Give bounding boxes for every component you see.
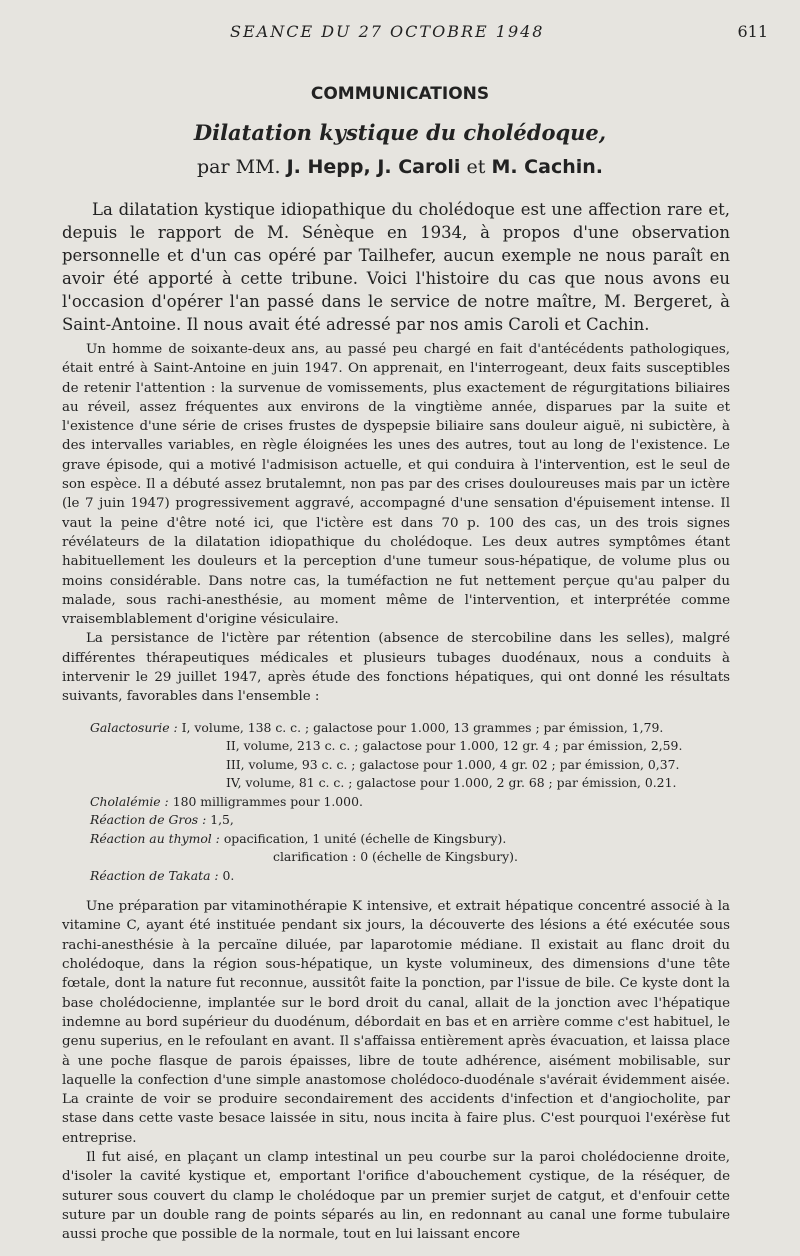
page-number: 611 (737, 22, 768, 41)
galactosurie-row-2: II, volume, 213 c. c. ; galactose pour 1.000, 12 gr. 4 ; par émission, 2,59. (226, 738, 683, 754)
authors-last: M. Cachin. (491, 156, 603, 178)
galactosurie-row-3: III, volume, 93 c. c. ; galactose pour 1.000, 4 gr. 02 ; par émission, 0,37. (226, 756, 680, 772)
authors-conjunction: et (466, 156, 486, 178)
introduction (62, 198, 730, 336)
operation-paragraph-1: Une préparation par vitaminothérapie K intensive, et extrait hépatique concentré associé à la vitamine C, ayant été instituée pendant six jours, la découverte des lésions a été exécutée sous rachi-anesthésie à la percaïne diluée, par laparotomie médiane. Il existait au flanc droit du cholédoque, dans la région sous-hépatique, un kyste volumineux, des dimensions d'une tête fœtale, dont la nature fut reconnue, aussitôt faite la ponction, par l'issue de bile. Ce kyste dont la base cholédocienne, implantée sur le bord droit du canal, allait de la jonction avec l'hépatique indemne au bord supérieur du duodénum, débordait en bas et en arrière comme c'est habituel, le genu superius, en le refoulant en avant. Il s'affaissa entièrement après évacuation, et laissa place à une poche flasque de parois épaisses, libre de toute adhérence, aisément mobilisable, sur laquelle la confection d'une simple anastomose cholédoco-duodénale s'avérait évidemment aisée. La crainte de voir se produire secondairement des accidents d'infection et d'angiocholite, par stase dans cette vaste besace laissée in situ, nous incita à faire plus. C'est pourquoi l'exérèse fut entreprise. (62, 899, 730, 1146)
lab-results (90, 719, 730, 886)
case-paragraph-1: Un homme de soixante-deux ans, au passé peu chargé en fait d'antécédents pathologiques, était entré à Saint-Antoine en juin 1947. On apprenait, en l'interrogeant, deux faits susceptibles de retenir l'attention : la survenue de vomissements, plus exactement de régurgitations biliaires au réveil, assez fréquentes aux environs de la vingtième année, disparues par la suite et l'existence d'une série de crises frustes de dyspepsie biliaire sans douleur aiguë, ni subictère, à des intervalles variables, en règle éloignées les unes des autres, tout au long de l'existence. Le grave épisode, qui a motivé l'admisison actuelle, et qui conduira à l'intervention, est le seul de son espèce. Il a débuté assez brutalemnt, non pas par des crises douloureuses mais par un ictère (le 7 juin 1947) progressivement aggravé, accompagné d'une sensation d'épuisement intense. Il vaut la peine d'être noté ici, que l'ictère est dans 70 p. 100 des cas, un des trois signes révélateurs de la dilatation idiopathique du cholédoque. Les deux autres symptômes étant habituellement les douleurs et la perception d'une tumeur sous-hépatique, de volume plus ou moins considérable. Dans notre cas, la tuméfaction ne fut nettement perçue qu'au palper du malade, sous rachi-anesthésie, au moment même de l'intervention, et interprétée comme vraisemblablement d'origine vésiculaire. (62, 342, 730, 628)
galactosurie-row-4: IV, volume, 81 c. c. ; galactose pour 1.000, 2 gr. 68 ; par émission, 0.21. (226, 775, 677, 791)
authors-prefix: par MM. (197, 156, 281, 178)
thymol-row-1: Réaction au thymol : opacification, 1 unité (échelle de Kingsbury). (90, 830, 507, 846)
authors-names: J. Hepp, J. Caroli (286, 156, 461, 178)
article-authors (0, 156, 800, 178)
thymol-row-2: clarification : 0 (échelle de Kingsbury). (273, 849, 518, 865)
cholalemie-row: Cholalémie : 180 milligrammes pour 1.000. (90, 793, 363, 809)
section-heading: COMMUNICATIONS (310, 84, 490, 104)
galactosurie-row-1: Galactosurie : I, volume, 138 c. c. ; galactose pour 1.000, 13 grammes ; par émission, 1,79. (90, 719, 664, 735)
page-header (0, 22, 800, 44)
case-paragraph-2: La persistance de l'ictère par rétention (absence de stercobiline dans les selles), malgré différentes thérapeutiques médicales et plusieurs tubages duodénaux, nous a conduits à intervenir le 29 juillet 1947, après étude des fonctions hépatiques, qui ont donné les résultats suivants, favorables dans l'ensemble : (62, 631, 730, 705)
takata-row: Réaction de Takata : 0. (90, 867, 235, 883)
case-report (62, 340, 730, 1244)
galactosurie-label: Galactosurie : (90, 719, 178, 735)
gros-row: Réaction de Gros : 1,5, (90, 812, 234, 828)
operation-paragraph-2: Il fut aisé, en plaçant un clamp intestinal un peu courbe sur la paroi cholédocienne droite, d'isoler la cavité kystique et, emportant l'orifice d'abouchement cystique, de la réséquer, de suturer sous couvert du clamp le cholédoque par un premier surjet de catgut, et d'enfouir cette suture par un double rang de points séparés au lin, en redonnant au canal une forme tubulaire aussi proche que possible de la normale, tout en lui laissant encore (62, 1150, 730, 1243)
intro-paragraph: La dilatation kystique idiopathique du cholédoque est une affection rare et, depuis le rapport de M. Sénèque en 1934, à propos d'une observation personnelle et d'un cas opéré par Tailhefer, aucun exemple ne nous paraît en avoir été apporté à cette tribune. Voici l'histoire du cas que nous avons eu l'occasion d'opérer l'an passé dans le service de notre maître, M. Bergeret, à Saint-Antoine. Il nous avait été adressé par nos amis Caroli et Cachin. (62, 200, 730, 334)
running-title: SEANCE DU 27 OCTOBRE 1948 (230, 22, 545, 41)
article-title: Dilatation kystique du cholédoque, (193, 120, 607, 145)
